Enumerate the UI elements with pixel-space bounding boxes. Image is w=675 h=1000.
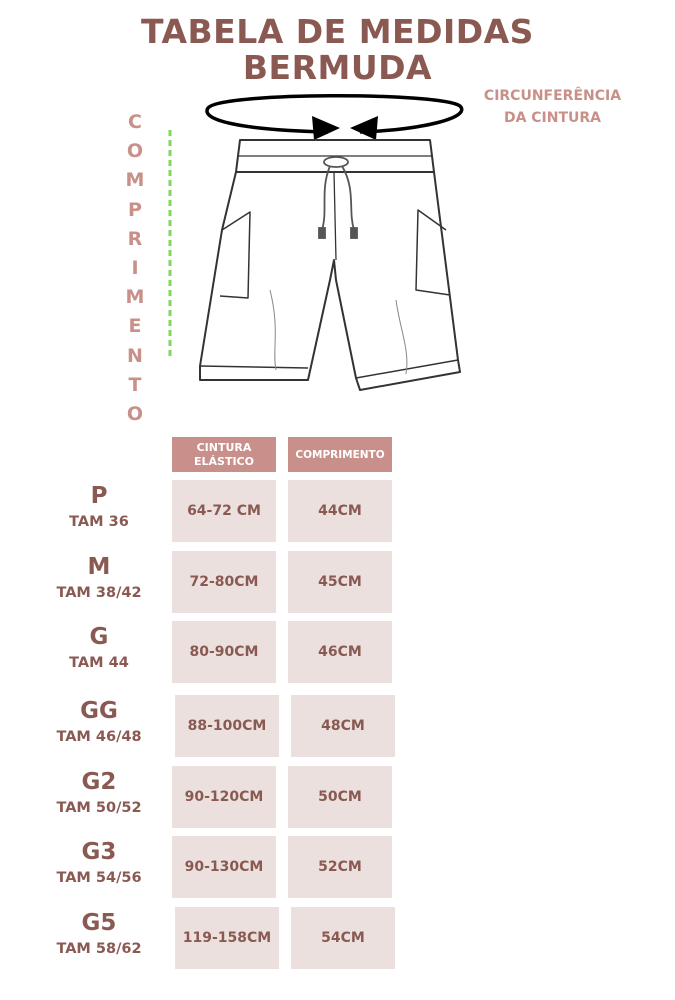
length-label-letter: M	[125, 286, 145, 309]
waist-value: 64-72 CM	[172, 480, 276, 542]
table-row	[0, 621, 675, 687]
length-vertical-label	[120, 108, 150, 429]
waist-value: 88-100CM	[175, 695, 279, 757]
length-value: 45CM	[288, 551, 392, 613]
length-label-letter: O	[126, 140, 144, 163]
length-label-letter: P	[128, 198, 142, 221]
header-waist	[172, 437, 276, 472]
header-waist-line-1: CINTURA	[196, 440, 252, 454]
waist-circumference-label-line-2: DA CINTURA	[503, 110, 602, 126]
waist-value: 72-80CM	[172, 551, 276, 613]
waist-circumference-label-line-1: CIRCUNFERÊNCIA	[483, 88, 622, 104]
length-value: 54CM	[291, 907, 395, 969]
shorts-illustration	[160, 90, 490, 410]
size-code: G2	[81, 769, 117, 795]
table-row	[0, 480, 675, 546]
length-label-letter: E	[128, 315, 142, 338]
header-length: COMPRIMENTO	[288, 437, 392, 472]
waist-value: 90-130CM	[172, 836, 276, 898]
length-label-letter: O	[126, 402, 144, 425]
size-tam: TAM 50/52	[56, 800, 142, 816]
size-code: M	[87, 554, 111, 580]
length-value: 48CM	[291, 695, 395, 757]
length-value: 50CM	[288, 766, 392, 828]
waist-value: 119-158CM	[175, 907, 279, 969]
header-waist-line-2: ELÁSTICO	[194, 454, 254, 468]
length-label-letter: N	[127, 344, 143, 367]
size-code: G5	[81, 910, 117, 936]
size-code: GG	[80, 698, 118, 724]
length-label-letter: M	[125, 169, 145, 192]
length-value: 46CM	[288, 621, 392, 683]
size-tam: TAM 46/48	[56, 729, 142, 745]
table-row	[0, 766, 675, 832]
table-row	[0, 907, 675, 973]
table-row	[0, 551, 675, 617]
waist-value: 80-90CM	[172, 621, 276, 683]
page-title-line-1: TABELA DE MEDIDAS	[141, 12, 534, 51]
length-value: 52CM	[288, 836, 392, 898]
size-tam: TAM 38/42	[56, 585, 142, 601]
size-code: P	[90, 483, 108, 509]
size-tam: TAM 36	[69, 514, 129, 530]
length-label-letter: C	[128, 111, 142, 133]
waist-value: 90-120CM	[172, 766, 276, 828]
table-row	[0, 836, 675, 902]
size-tam: TAM 54/56	[56, 870, 142, 886]
page-title-line-2: BERMUDA	[242, 48, 433, 87]
length-label-letter: I	[131, 256, 139, 279]
size-tam: TAM 58/62	[56, 941, 142, 957]
waist-measure-arrows	[207, 96, 462, 140]
length-value: 44CM	[288, 480, 392, 542]
size-code: G	[89, 624, 109, 650]
length-label-letter: T	[128, 373, 142, 396]
size-tam: TAM 44	[69, 655, 129, 671]
shorts-icon	[200, 140, 460, 390]
size-code: G3	[81, 839, 117, 865]
table-row	[0, 695, 675, 761]
length-label-letter: R	[127, 227, 143, 250]
